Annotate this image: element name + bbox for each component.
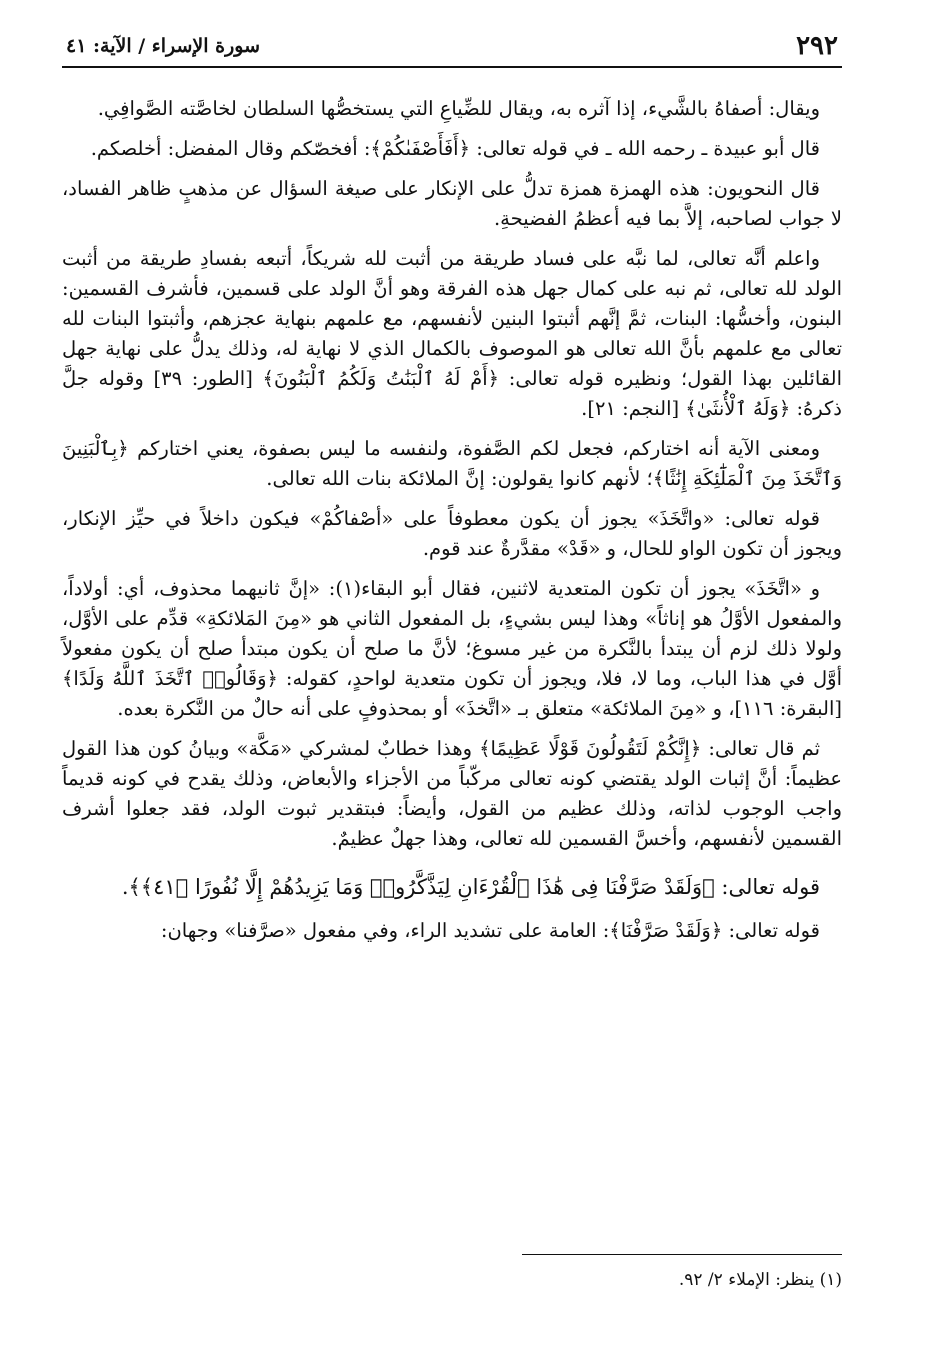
verse-heading: قوله تعالى: ﴿وَلَقَدْ صَرَّفْنَا فِى هَٰذَا ٱلْقُرْءَانِ لِيَذَّكَّرُوا۟ وَمَا يَزِيدُهُمْ إِلَّا نُفُورًا ﴿٤١﴾﴾.	[121, 875, 820, 899]
paragraph: و «اتَّخَذَ» يجوز أن تكون المتعدية لاثنين، فقال أبو البقاء(١): «إنَّ ثانيهما محذوف، أي: أولاداً، والمفعول الأوَّلُ هو إناثاً» وهذا ليس بشيءٍ، بل المفعول الثاني هو «مِنَ المَلائكةِ» قدِّم على الأوَّل، ولولا ذلك لزم أن يبتدأ بالنَّكرة من غير مسوغ؛ لأنَّ ما صلح أن يكون مبتدأ صلح أن يكون مفعولاً أوَّل في هذا الباب، وما لا، فلا، ويجوز أن تكون متعدية لواحدٍ، كقوله: ﴿وَقَالُوا۟ ٱتَّخَذَ ٱللَّهُ وَلَدًا﴾ [البقرة: ١١٦]، و «مِنَ الملائكة» متعلق بـ «اتَّخذَ» أو بمحذوفٍ على أنه حالٌ من النَّكرة بعده.	[62, 577, 842, 720]
main-text	[62, 94, 842, 946]
running-title: سورة الإسراء / الآية: ٤١	[66, 35, 261, 57]
paragraph: قال أبو عبيدة ـ رحمه الله ـ في قوله تعالى: ﴿أَفَأَصْفَىٰكُمْ﴾: أفخصّكم وقال المفضل: أخلصكم.	[90, 137, 820, 160]
page-header	[62, 26, 842, 68]
paragraph: ومعنى الآية أنه اختاركم، فجعل لكم الصَّفوة، ولنفسه ما ليس بصفوة، يعني اختاركم ﴿بِٱلْبَنِينَ وَٱتَّخَذَ مِنَ ٱلْمَلَٰٓئِكَةِ إِنَٰثًا﴾؛ لأنهم كانوا يقولون: إنَّ الملائكة بنات الله تعالى.	[62, 437, 842, 490]
footnote-divider	[522, 1254, 842, 1255]
paragraph: واعلم أنَّه تعالى، لما نبَّه على فساد طريقة من أثبت لله شريكاً، أتبعه بفسادِ طريقة من أثبت الولد لله تعالى، ثم نبه على كمال جهل هذه الفرقة وهو أنَّ الولد على قسمين، فأشرف القسمين: البنون، وأخسُّها: البنات، ثمَّ إنَّهم أثبتوا البنين لأنفسهم، مع علمهم بنهاية عجزهم، وأثبتوا البنات لله تعالى مع علمهم بأنَّ الله تعالى هو الموصوف بالكمال الذي لا نهاية له، وذلك يدلُّ على نهاية جهل القائلين بهذا القول؛ ونظيره قوله تعالى: ﴿أَمْ لَهُ ٱلْبَنَٰتُ وَلَكُمُ ٱلْبَنُونَ﴾ [الطور: ٣٩] وقوله جلَّ ذكرهُ: ﴿وَلَهُ ٱلْأُنثَىٰ﴾ [النجم: ٢١].	[62, 247, 842, 420]
book-page	[62, 26, 842, 1336]
paragraph: ويقال: أصفاهُ بالشَّيء، إذا آثره به، ويقال للضِّياعِ التي يستخصُّها السلطان لخاصَّته الصَّوافِي.	[97, 97, 820, 120]
footnote: (١) ينظر: الإملاء ٢/ ٩٢.	[678, 1270, 842, 1290]
paragraph: قوله تعالى: ﴿وَلَقَدْ صَرَّفْنَا﴾: العامة على تشديد الراء، وفي مفعول «صرَّفنا» وجهان:	[160, 919, 820, 942]
paragraph: قوله تعالى: «واتَّخَذَ» يجوز أن يكون معطوفاً على «أصْفاكُمْ» فيكون داخلاً في حيِّز الإنكار، ويجوز أن تكون الواو للحال، و «قَدْ» مقدَّرةٌ عند قوم.	[62, 507, 842, 560]
page-number: ٢٩٢	[796, 31, 838, 61]
paragraph: ثم قال تعالى: ﴿إِنَّكُمْ لَتَقُولُونَ قَوْلًا عَظِيمًا﴾ وهذا خطابٌ لمشركي «مَكَّة» وبيانُ كون هذا القول عظيماً: أنَّ إثبات الولد يقتضي كونه تعالى مركّباً من الأجزاء والأبعاض، وذلك يقدح في كونه قديماً واجب الوجوب لذاته، وذلك عظيم من القول، وأيضاً: فبتقدير ثبوت الولد، فقد جعلوا أشرف القسمين لأنفسهم، وأخسَّ القسمين لله تعالى، وهذا جهلٌ عظيمٌ.	[62, 737, 842, 850]
paragraph: قال النحويون: هذه الهمزة همزة تدلُّ على الإنكار على صيغة السؤال عن مذهبٍ ظاهر الفساد، لا جواب لصاحبه، إلاَّ بما فيه أعظمُ الفضيحةِ.	[62, 177, 842, 230]
